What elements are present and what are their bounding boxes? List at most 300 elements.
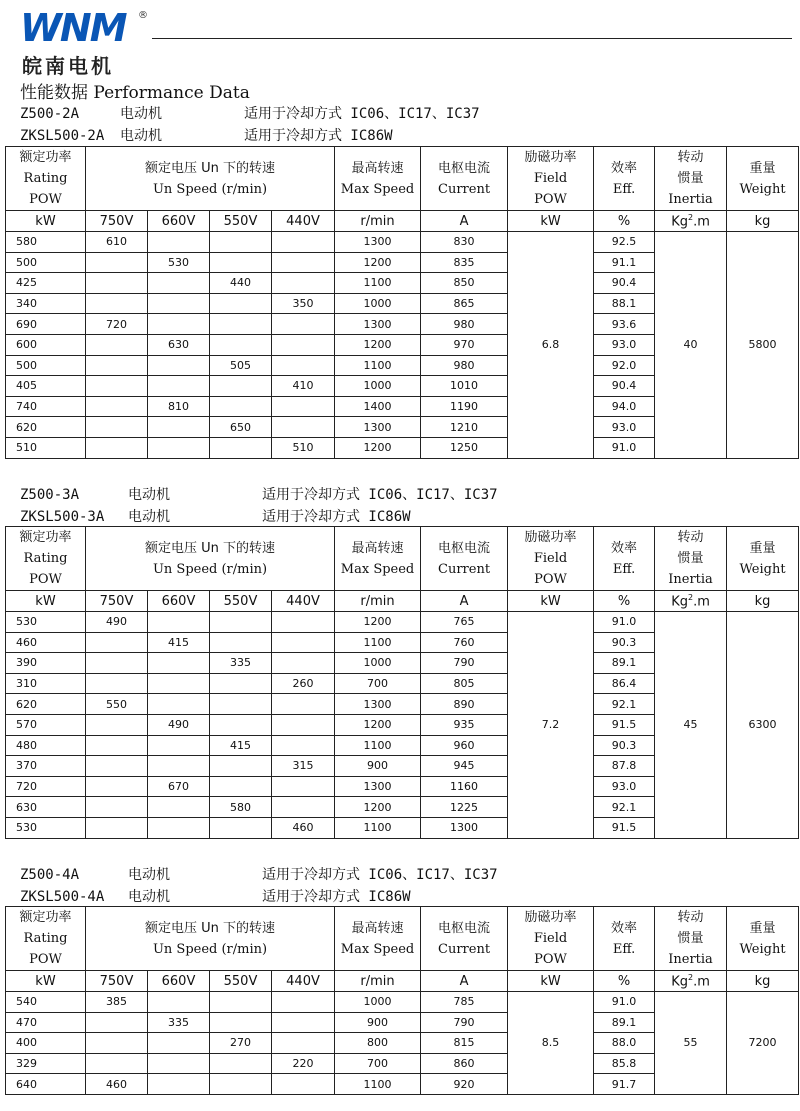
unit-550v: 550V bbox=[210, 971, 272, 992]
unit-kw: kW bbox=[6, 591, 86, 612]
speed-660v-cell bbox=[148, 756, 210, 777]
rated-power-cell: 620 bbox=[6, 694, 86, 715]
page-header bbox=[0, 0, 800, 80]
eff-cn: 效率 bbox=[611, 540, 638, 556]
max-en: Max Speed bbox=[340, 561, 415, 577]
speed-cn: 额定电压 Un 下的转速 bbox=[145, 540, 276, 556]
speed-750v-cell bbox=[86, 437, 148, 458]
current-cell: 850 bbox=[421, 273, 508, 294]
speed-550v-cell bbox=[210, 334, 272, 355]
speed-440v-cell bbox=[272, 355, 335, 376]
unit-440v: 440V bbox=[272, 591, 335, 612]
current-cell: 1300 bbox=[421, 817, 508, 838]
efficiency-cell: 86.4 bbox=[594, 673, 655, 694]
max-cn: 最高转速 bbox=[351, 920, 404, 936]
inertia-en: Inertia bbox=[668, 192, 713, 207]
efficiency-cell: 91.1 bbox=[594, 252, 655, 273]
speed-440v-cell: 260 bbox=[272, 673, 335, 694]
speed-660v-cell bbox=[148, 673, 210, 694]
unit-kw: kW bbox=[6, 971, 86, 992]
speed-750v-cell bbox=[86, 673, 148, 694]
rating-cn: 额定功率 bbox=[19, 150, 72, 165]
speed-550v-cell: 335 bbox=[210, 653, 272, 674]
speed-550v-cell: 270 bbox=[210, 1033, 272, 1054]
speed-660v-cell bbox=[148, 694, 210, 715]
current-cell: 865 bbox=[421, 293, 508, 314]
table-row bbox=[6, 612, 799, 633]
speed-440v-cell: 410 bbox=[272, 376, 335, 397]
inertia-en: Inertia bbox=[668, 952, 713, 967]
unit-amp: A bbox=[421, 971, 508, 992]
col-header-inertia bbox=[655, 147, 727, 211]
speed-550v-cell bbox=[210, 776, 272, 797]
speed-660v-cell: 530 bbox=[148, 252, 210, 273]
unit-rmin: r/min bbox=[335, 591, 421, 612]
speed-750v-cell bbox=[86, 376, 148, 397]
max-cn: 最高转速 bbox=[351, 160, 404, 176]
efficiency-cell: 91.5 bbox=[594, 714, 655, 735]
weight-en: Weight bbox=[739, 181, 786, 197]
unit-kg: kg bbox=[727, 971, 799, 992]
speed-440v-cell bbox=[272, 1033, 335, 1054]
col-header-max-speed bbox=[335, 907, 421, 971]
speed-440v-cell bbox=[272, 694, 335, 715]
col-header-current bbox=[421, 147, 508, 211]
efficiency-cell: 88.0 bbox=[594, 1033, 655, 1054]
motor-label: 电动机 bbox=[128, 867, 170, 883]
current-cn: 电枢电流 bbox=[438, 540, 491, 556]
rated-power-cell: 570 bbox=[6, 714, 86, 735]
col-header-efficiency bbox=[594, 907, 655, 971]
field-en: Field bbox=[533, 931, 568, 946]
rated-power-cell: 640 bbox=[6, 1074, 86, 1095]
speed-440v-cell bbox=[272, 334, 335, 355]
inertia-cn1: 转动 bbox=[677, 530, 704, 545]
page-title bbox=[20, 78, 250, 103]
max-en: Max Speed bbox=[340, 941, 415, 957]
current-cell: 1160 bbox=[421, 776, 508, 797]
field-power-cell: 8.5 bbox=[508, 992, 594, 1095]
logo-mark: WNM bbox=[20, 6, 126, 50]
speed-750v-cell bbox=[86, 1012, 148, 1033]
rated-power-cell: 329 bbox=[6, 1053, 86, 1074]
cooling-text: 适用于冷却方式 IC06、IC17、IC37 bbox=[262, 867, 498, 883]
rated-power-cell: 540 bbox=[6, 992, 86, 1013]
model-code: Z500-4A bbox=[20, 867, 80, 883]
efficiency-cell: 91.7 bbox=[594, 1074, 655, 1095]
motor-label: 电动机 bbox=[120, 106, 162, 122]
speed-660v-cell: 415 bbox=[148, 632, 210, 653]
speed-660v-cell bbox=[148, 817, 210, 838]
speed-750v-cell bbox=[86, 776, 148, 797]
speed-550v-cell bbox=[210, 293, 272, 314]
rating-en: Rating bbox=[23, 171, 68, 186]
speed-440v-cell bbox=[272, 992, 335, 1013]
speed-660v-cell bbox=[148, 797, 210, 818]
speed-550v-cell bbox=[210, 1074, 272, 1095]
max-speed-cell: 1100 bbox=[335, 273, 421, 294]
col-header-field-pow bbox=[508, 147, 594, 211]
speed-660v-cell bbox=[148, 1074, 210, 1095]
logo-chinese-name: 皖南电机 bbox=[22, 54, 114, 78]
current-cell: 815 bbox=[421, 1033, 508, 1054]
speed-660v-cell bbox=[148, 293, 210, 314]
unit-inertia-base: Kg bbox=[671, 214, 688, 230]
rating-pow: POW bbox=[29, 192, 62, 207]
col-header-speed bbox=[86, 527, 335, 591]
weight-cell: 6300 bbox=[727, 612, 799, 839]
rating-cn: 额定功率 bbox=[19, 530, 72, 545]
current-cell: 890 bbox=[421, 694, 508, 715]
speed-550v-cell bbox=[210, 694, 272, 715]
max-speed-cell: 800 bbox=[335, 1033, 421, 1054]
speed-440v-cell: 460 bbox=[272, 817, 335, 838]
col-header-inertia bbox=[655, 527, 727, 591]
speed-cn: 额定电压 Un 下的转速 bbox=[145, 920, 276, 936]
inertia-cell: 40 bbox=[655, 232, 727, 459]
max-speed-cell: 1100 bbox=[335, 632, 421, 653]
max-speed-cell: 700 bbox=[335, 1053, 421, 1074]
speed-750v-cell bbox=[86, 632, 148, 653]
model-code: ZKSL500-2A bbox=[20, 128, 105, 144]
unit-field-kw: kW bbox=[508, 591, 594, 612]
col-header-max-speed bbox=[335, 527, 421, 591]
rated-power-cell: 480 bbox=[6, 735, 86, 756]
max-speed-cell: 1100 bbox=[335, 735, 421, 756]
eff-cn: 效率 bbox=[611, 920, 638, 936]
current-cell: 1190 bbox=[421, 396, 508, 417]
motor-label: 电动机 bbox=[128, 889, 170, 905]
speed-750v-cell bbox=[86, 735, 148, 756]
rated-power-cell: 310 bbox=[6, 673, 86, 694]
field-en: Field bbox=[533, 551, 568, 566]
speed-750v-cell: 490 bbox=[86, 612, 148, 633]
max-speed-cell: 1300 bbox=[335, 694, 421, 715]
speed-440v-cell: 315 bbox=[272, 756, 335, 777]
unit-field-kw: kW bbox=[508, 971, 594, 992]
speed-660v-cell: 630 bbox=[148, 334, 210, 355]
rated-power-cell: 340 bbox=[6, 293, 86, 314]
motor-label: 电动机 bbox=[128, 509, 170, 525]
rated-power-cell: 630 bbox=[6, 797, 86, 818]
rated-power-cell: 405 bbox=[6, 376, 86, 397]
unit-percent: % bbox=[594, 971, 655, 992]
speed-750v-cell bbox=[86, 797, 148, 818]
max-speed-cell: 1100 bbox=[335, 355, 421, 376]
efficiency-cell: 87.8 bbox=[594, 756, 655, 777]
inertia-en: Inertia bbox=[668, 572, 713, 587]
speed-440v-cell bbox=[272, 273, 335, 294]
rated-power-cell: 400 bbox=[6, 1033, 86, 1054]
speed-550v-cell bbox=[210, 396, 272, 417]
eff-cn: 效率 bbox=[611, 160, 638, 176]
rated-power-cell: 600 bbox=[6, 334, 86, 355]
current-cell: 945 bbox=[421, 756, 508, 777]
rated-power-cell: 690 bbox=[6, 314, 86, 335]
rated-power-cell: 460 bbox=[6, 632, 86, 653]
inertia-cn2: 惯量 bbox=[677, 551, 704, 566]
speed-en: Un Speed (r/min) bbox=[152, 181, 268, 197]
section-2-model-line-1 bbox=[20, 484, 498, 504]
speed-750v-cell bbox=[86, 334, 148, 355]
unit-440v: 440V bbox=[272, 971, 335, 992]
max-speed-cell: 1400 bbox=[335, 396, 421, 417]
unit-rmin: r/min bbox=[335, 211, 421, 232]
max-speed-cell: 700 bbox=[335, 673, 421, 694]
cooling-text: 适用于冷却方式 IC86W bbox=[262, 889, 411, 905]
current-cell: 1010 bbox=[421, 376, 508, 397]
speed-550v-cell bbox=[210, 632, 272, 653]
speed-440v-cell bbox=[272, 797, 335, 818]
unit-amp: A bbox=[421, 591, 508, 612]
speed-550v-cell bbox=[210, 992, 272, 1013]
max-speed-cell: 1200 bbox=[335, 714, 421, 735]
speed-750v-cell bbox=[86, 714, 148, 735]
efficiency-cell: 94.0 bbox=[594, 396, 655, 417]
col-header-field-pow bbox=[508, 527, 594, 591]
speed-750v-cell bbox=[86, 396, 148, 417]
col-header-weight bbox=[727, 907, 799, 971]
speed-440v-cell bbox=[272, 653, 335, 674]
model-code: ZKSL500-3A bbox=[20, 509, 105, 525]
rated-power-cell: 580 bbox=[6, 232, 86, 253]
speed-550v-cell: 415 bbox=[210, 735, 272, 756]
speed-750v-cell: 610 bbox=[86, 232, 148, 253]
speed-750v-cell: 550 bbox=[86, 694, 148, 715]
speed-750v-cell bbox=[86, 273, 148, 294]
efficiency-cell: 90.4 bbox=[594, 273, 655, 294]
rated-power-cell: 720 bbox=[6, 776, 86, 797]
current-cell: 920 bbox=[421, 1074, 508, 1095]
unit-inertia-base: Kg bbox=[671, 594, 688, 610]
unit-550v: 550V bbox=[210, 591, 272, 612]
weight-en: Weight bbox=[739, 941, 786, 957]
current-cell: 1225 bbox=[421, 797, 508, 818]
performance-table-1 bbox=[5, 146, 799, 459]
col-header-max-speed bbox=[335, 147, 421, 211]
current-cell: 760 bbox=[421, 632, 508, 653]
max-speed-cell: 1200 bbox=[335, 334, 421, 355]
rated-power-cell: 370 bbox=[6, 756, 86, 777]
cooling-text: 适用于冷却方式 IC06、IC17、IC37 bbox=[244, 106, 480, 122]
efficiency-cell: 92.1 bbox=[594, 797, 655, 818]
rating-pow: POW bbox=[29, 952, 62, 967]
speed-440v-cell bbox=[272, 396, 335, 417]
unit-kg: kg bbox=[727, 211, 799, 232]
max-speed-cell: 1000 bbox=[335, 992, 421, 1013]
unit-percent: % bbox=[594, 591, 655, 612]
efficiency-cell: 89.1 bbox=[594, 1012, 655, 1033]
speed-440v-cell bbox=[272, 632, 335, 653]
speed-440v-cell bbox=[272, 232, 335, 253]
speed-660v-cell bbox=[148, 273, 210, 294]
field-pow: POW bbox=[534, 952, 567, 967]
max-speed-cell: 1100 bbox=[335, 1074, 421, 1095]
field-power-cell: 7.2 bbox=[508, 612, 594, 839]
eff-en: Eff. bbox=[612, 181, 636, 197]
speed-550v-cell bbox=[210, 714, 272, 735]
current-cn: 电枢电流 bbox=[438, 920, 491, 936]
current-cell: 835 bbox=[421, 252, 508, 273]
speed-550v-cell: 440 bbox=[210, 273, 272, 294]
speed-550v-cell bbox=[210, 1053, 272, 1074]
speed-660v-cell bbox=[148, 612, 210, 633]
efficiency-cell: 91.5 bbox=[594, 817, 655, 838]
current-en: Current bbox=[438, 561, 491, 577]
speed-440v-cell bbox=[272, 417, 335, 438]
speed-750v-cell: 385 bbox=[86, 992, 148, 1013]
unit-660v: 660V bbox=[148, 211, 210, 232]
current-cell: 805 bbox=[421, 673, 508, 694]
speed-660v-cell bbox=[148, 376, 210, 397]
speed-660v-cell bbox=[148, 992, 210, 1013]
efficiency-cell: 90.3 bbox=[594, 735, 655, 756]
max-speed-cell: 1300 bbox=[335, 776, 421, 797]
weight-cn: 重量 bbox=[749, 540, 776, 556]
unit-inertia bbox=[655, 211, 727, 232]
speed-750v-cell bbox=[86, 817, 148, 838]
max-speed-cell: 900 bbox=[335, 1012, 421, 1033]
speed-440v-cell bbox=[272, 252, 335, 273]
col-header-rating bbox=[6, 527, 86, 591]
rated-power-cell: 530 bbox=[6, 817, 86, 838]
model-code: Z500-2A bbox=[20, 106, 80, 122]
efficiency-cell: 92.1 bbox=[594, 694, 655, 715]
speed-550v-cell: 650 bbox=[210, 417, 272, 438]
unit-550v: 550V bbox=[210, 211, 272, 232]
col-header-current bbox=[421, 527, 508, 591]
speed-550v-cell: 580 bbox=[210, 797, 272, 818]
section-3-model-line-2 bbox=[20, 886, 411, 906]
col-header-weight bbox=[727, 147, 799, 211]
inertia-cn1: 转动 bbox=[677, 910, 704, 925]
max-speed-cell: 1000 bbox=[335, 376, 421, 397]
efficiency-cell: 90.4 bbox=[594, 376, 655, 397]
speed-750v-cell bbox=[86, 355, 148, 376]
inertia-cn2: 惯量 bbox=[677, 931, 704, 946]
page-title-en: Performance Data bbox=[93, 83, 250, 103]
speed-660v-cell bbox=[148, 417, 210, 438]
speed-440v-cell bbox=[272, 314, 335, 335]
max-speed-cell: 1000 bbox=[335, 653, 421, 674]
col-header-rating bbox=[6, 147, 86, 211]
speed-660v-cell bbox=[148, 735, 210, 756]
unit-inertia-base: Kg bbox=[671, 974, 688, 990]
section-1-model-line-2 bbox=[20, 125, 393, 145]
efficiency-cell: 91.0 bbox=[594, 612, 655, 633]
unit-660v: 660V bbox=[148, 971, 210, 992]
speed-550v-cell bbox=[210, 673, 272, 694]
speed-660v-cell bbox=[148, 1053, 210, 1074]
current-cell: 790 bbox=[421, 1012, 508, 1033]
speed-440v-cell bbox=[272, 1012, 335, 1033]
weight-en: Weight bbox=[739, 561, 786, 577]
speed-750v-cell bbox=[86, 653, 148, 674]
efficiency-cell: 93.6 bbox=[594, 314, 655, 335]
speed-660v-cell bbox=[148, 437, 210, 458]
speed-440v-cell bbox=[272, 735, 335, 756]
max-speed-cell: 1300 bbox=[335, 417, 421, 438]
efficiency-cell: 93.0 bbox=[594, 334, 655, 355]
col-header-inertia bbox=[655, 907, 727, 971]
speed-440v-cell: 510 bbox=[272, 437, 335, 458]
max-speed-cell: 1200 bbox=[335, 797, 421, 818]
speed-550v-cell bbox=[210, 232, 272, 253]
speed-440v-cell: 220 bbox=[272, 1053, 335, 1074]
speed-550v-cell bbox=[210, 817, 272, 838]
section-3-model-line-1 bbox=[20, 864, 498, 884]
speed-550v-cell bbox=[210, 1012, 272, 1033]
rating-en: Rating bbox=[23, 931, 68, 946]
model-code: ZKSL500-4A bbox=[20, 889, 105, 905]
rating-pow: POW bbox=[29, 572, 62, 587]
header-rule bbox=[152, 38, 792, 39]
field-pow: POW bbox=[534, 572, 567, 587]
rating-en: Rating bbox=[23, 551, 68, 566]
max-cn: 最高转速 bbox=[351, 540, 404, 556]
unit-440v: 440V bbox=[272, 211, 335, 232]
current-cell: 765 bbox=[421, 612, 508, 633]
max-speed-cell: 1100 bbox=[335, 817, 421, 838]
current-cell: 830 bbox=[421, 232, 508, 253]
efficiency-cell: 89.1 bbox=[594, 653, 655, 674]
field-pow: POW bbox=[534, 192, 567, 207]
efficiency-cell: 91.0 bbox=[594, 437, 655, 458]
rated-power-cell: 740 bbox=[6, 396, 86, 417]
table-row bbox=[6, 992, 799, 1013]
col-header-speed bbox=[86, 907, 335, 971]
speed-660v-cell: 670 bbox=[148, 776, 210, 797]
speed-550v-cell bbox=[210, 612, 272, 633]
section-2-model-line-2 bbox=[20, 506, 411, 526]
registered-mark: ® bbox=[138, 10, 148, 21]
col-header-field-pow bbox=[508, 907, 594, 971]
col-header-efficiency bbox=[594, 147, 655, 211]
speed-440v-cell bbox=[272, 776, 335, 797]
speed-750v-cell: 720 bbox=[86, 314, 148, 335]
unit-750v: 750V bbox=[86, 591, 148, 612]
rated-power-cell: 620 bbox=[6, 417, 86, 438]
inertia-cn1: 转动 bbox=[677, 150, 704, 165]
rated-power-cell: 510 bbox=[6, 437, 86, 458]
performance-table-2 bbox=[5, 526, 799, 839]
field-power-cell: 6.8 bbox=[508, 232, 594, 459]
speed-660v-cell bbox=[148, 1033, 210, 1054]
speed-750v-cell bbox=[86, 293, 148, 314]
unit-inertia bbox=[655, 591, 727, 612]
speed-660v-cell: 490 bbox=[148, 714, 210, 735]
speed-660v-cell bbox=[148, 355, 210, 376]
unit-kg: kg bbox=[727, 591, 799, 612]
rated-power-cell: 500 bbox=[6, 252, 86, 273]
inertia-cn2: 惯量 bbox=[677, 171, 704, 186]
speed-550v-cell bbox=[210, 437, 272, 458]
company-logo bbox=[20, 6, 160, 78]
max-speed-cell: 1000 bbox=[335, 293, 421, 314]
speed-750v-cell bbox=[86, 756, 148, 777]
current-cell: 1250 bbox=[421, 437, 508, 458]
col-header-rating bbox=[6, 907, 86, 971]
unit-field-kw: kW bbox=[508, 211, 594, 232]
unit-inertia-exponent: 2 bbox=[687, 972, 694, 982]
rated-power-cell: 530 bbox=[6, 612, 86, 633]
speed-660v-cell: 810 bbox=[148, 396, 210, 417]
weight-cell: 7200 bbox=[727, 992, 799, 1095]
speed-750v-cell bbox=[86, 417, 148, 438]
speed-660v-cell bbox=[148, 232, 210, 253]
current-cell: 960 bbox=[421, 735, 508, 756]
section-1-model-line-1 bbox=[20, 103, 480, 123]
